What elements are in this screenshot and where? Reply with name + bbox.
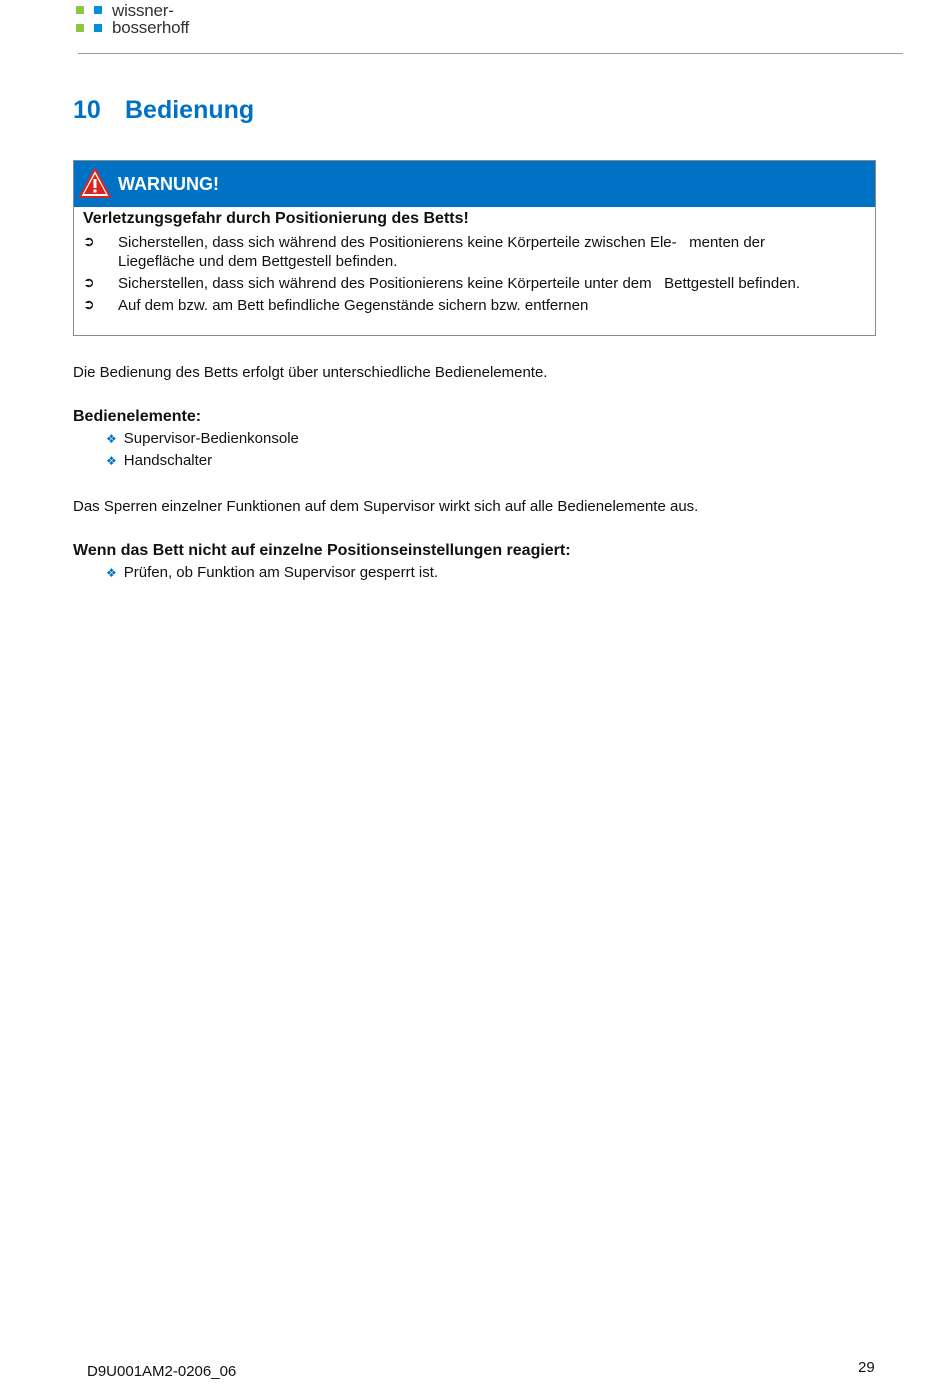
warning-item-text: Sicherstellen, dass sich während des Positionierens keine Körperteile unter dem Bettgestell befinden. [118, 275, 801, 292]
logo-square-green-bottom [76, 24, 84, 32]
list-item-text: Supervisor-Bedienkonsole [123, 430, 299, 447]
arrow-bullet-icon: ➲ [83, 297, 95, 313]
section-number: 10 [73, 96, 101, 124]
diamond-bullet-icon: ❖ [106, 566, 117, 580]
page-number: 29 [858, 1359, 875, 1376]
lock-note-paragraph: Das Sperren einzelner Funktionen auf dem Supervisor wirkt sich auf alle Bedienelemente aus. [73, 498, 699, 515]
controls-heading: Bedienelemente: [73, 408, 202, 425]
list-item-text: Prüfen, ob Funktion am Supervisor gesperrt ist. [123, 564, 439, 581]
section-title: Bedienung [125, 96, 255, 124]
logo-square-green-top [76, 6, 84, 14]
intro-paragraph: Die Bedienung des Betts erfolgt über unterschiedliche Bedienelemente. [73, 364, 548, 381]
section-heading [73, 96, 254, 125]
logo-square-blue-top [94, 6, 102, 14]
warning-triangle-icon [79, 168, 111, 198]
logo-square-blue-bottom [94, 24, 102, 32]
logo-text-line2: bosserhoff [112, 18, 190, 37]
list-item [106, 452, 212, 469]
warning-item-text-continued: Liegefläche und dem Bettgestell befinden. [118, 253, 398, 270]
list-item [106, 430, 299, 447]
warning-box [73, 160, 876, 336]
troubleshoot-heading: Wenn das Bett nicht auf einzelne Positionseinstellungen reagiert: [73, 542, 571, 559]
warning-header-bar [74, 161, 875, 207]
document-id: D9U001AM2-0206_06 [87, 1363, 237, 1380]
warning-title: WARNUNG! [118, 174, 219, 194]
diamond-bullet-icon: ❖ [106, 432, 117, 446]
header-divider [78, 53, 903, 54]
arrow-bullet-icon: ➲ [83, 234, 95, 250]
diamond-bullet-icon: ❖ [106, 454, 117, 468]
warning-item-text: Sicherstellen, dass sich während des Positionierens keine Körperteile zwischen Ele- menten der [118, 234, 765, 251]
logo-text-line1: wissner- [112, 1, 174, 20]
warning-subtitle: Verletzungsgefahr durch Positionierung des Betts! [83, 210, 469, 227]
list-item-text: Handschalter [123, 452, 213, 469]
arrow-bullet-icon: ➲ [83, 275, 95, 291]
warning-item-text: Auf dem bzw. am Bett befindliche Gegenstände sichern bzw. entfernen [118, 297, 589, 314]
list-item [106, 564, 438, 581]
